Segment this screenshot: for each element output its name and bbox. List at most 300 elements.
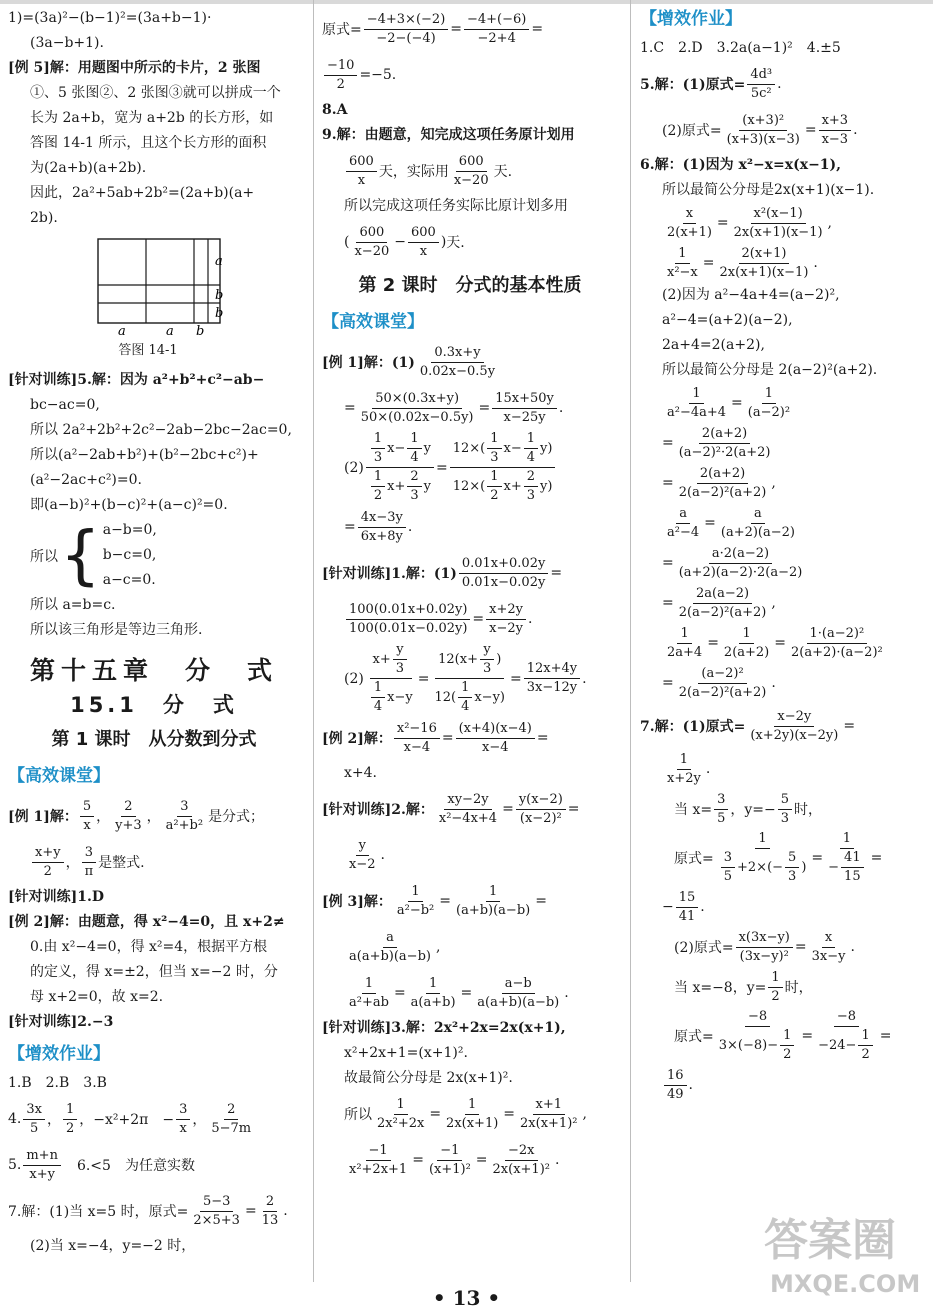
- fraction: [721, 850, 735, 885]
- equation-line: $\frac{y}{x-2}$ .: [322, 832, 618, 878]
- text-line: 所以 a=b=c.: [30, 597, 116, 613]
- text-line: 所以(a²−2ab+b²)+(b²−2bc+c²)+: [30, 447, 259, 463]
- fraction: [524, 469, 538, 504]
- text-line: 2a+4=2(a+2),: [662, 337, 765, 353]
- answer-9: 9.解：由题意，知完成这项任务原计划用: [322, 127, 575, 143]
- numerator: y: [393, 642, 406, 660]
- numerator: 3: [176, 1102, 190, 1120]
- training-3: [针对训练]3.解：2x²+2x=2x(x+1),: [322, 1020, 566, 1036]
- fraction: [778, 792, 792, 827]
- denominator: 5c²: [750, 85, 772, 101]
- example-1-cont: $\frac{x+y}{2}$ ， $\frac{3}{\pi}$ 是整式.: [8, 839, 300, 885]
- example-label: [例 1]解：(1): [322, 355, 415, 371]
- denominator: x−20: [453, 172, 489, 188]
- denominator: 2×5+3: [193, 1212, 240, 1228]
- equation: a−b=0,: [102, 522, 157, 538]
- denominator: 3: [788, 869, 797, 884]
- denominator: 5: [723, 869, 733, 884]
- fraction: [451, 154, 492, 189]
- top-rule: [0, 0, 933, 4]
- example-label: [例 1]解：: [8, 809, 78, 825]
- numerator: 1: [362, 976, 376, 994]
- fraction: [453, 884, 533, 919]
- denominator: x²−x: [667, 264, 698, 280]
- denominator: 3: [490, 450, 499, 465]
- text-line: x−: [387, 441, 406, 456]
- fraction: [524, 661, 580, 696]
- numerator: [366, 431, 434, 468]
- fraction: [393, 642, 407, 677]
- text-line: x−y: [387, 690, 413, 705]
- fraction: [524, 431, 538, 466]
- answer-4: 4. $\frac{3x}{5}$ ， $\frac{1}{2}$ ，−x²+2π − $\frac{3}{x}$ ， $\frac{2}{5-7m}$: [8, 1096, 300, 1142]
- denominator: 3x−12y: [526, 680, 578, 695]
- denominator: π: [84, 863, 94, 879]
- fraction: [436, 792, 500, 827]
- numerator: 12(x+ $\frac{y}{3}$ ): [435, 642, 504, 679]
- fraction: [858, 1028, 872, 1063]
- equation-line: [322, 52, 618, 98]
- fraction: [351, 225, 392, 260]
- text-line: (2): [344, 670, 364, 687]
- fraction: [486, 602, 526, 637]
- denominator: x²+2x+1: [349, 1161, 408, 1177]
- denominator: 2a+4: [667, 644, 703, 660]
- numerator: −1: [437, 1143, 462, 1161]
- numerator: 1: [762, 386, 776, 404]
- numerator: 1: [524, 431, 538, 449]
- denominator: a²−b²: [396, 902, 435, 918]
- equation-line: $\frac{a}{\text{a²−4}}$ = $\frac{a}{(a+2)(a-2)}$: [640, 503, 925, 543]
- equation-line: (2)原式= $\frac{\text{(x+3)²}}{(x+3)(x-3)}$ = $\frac{x+3}{x-3}$ .: [662, 112, 858, 147]
- text-line: 时，: [784, 980, 813, 996]
- equation: a−c=0.: [102, 572, 156, 588]
- fraction: [517, 1097, 580, 1132]
- denominator: x−2y: [489, 620, 523, 636]
- numerator: 1: [755, 831, 769, 849]
- denominator: 3: [482, 661, 492, 676]
- numerator: 1: [407, 431, 421, 449]
- answer-5: 5.解：(1)原式= $\frac{\text{4d³}}{\text{5c²}}$ .: [640, 66, 782, 101]
- text-line: 1)=(3a)²−(b−1)²=(3a+b−1)·: [8, 10, 212, 26]
- denominator: 100(0.01x−0.02y): [349, 620, 468, 636]
- label-b: b: [215, 306, 224, 321]
- fraction: [747, 709, 841, 744]
- numerator: −2x: [505, 1143, 538, 1161]
- fraction: [364, 12, 449, 47]
- denominator: 3: [373, 450, 383, 465]
- equals: =: [811, 850, 824, 866]
- denominator: 3: [780, 810, 790, 826]
- equation-line: = $\frac{4x-3y}{6x+8y}$ .: [344, 509, 413, 544]
- watermark-url: MXQE.COM: [770, 1270, 921, 1298]
- text-line: ①、5 张图②、2 张图③就可以拼成一个: [30, 85, 281, 101]
- denominator: 2(a−2)²(a+2): [678, 684, 767, 700]
- numerator: a: [383, 930, 397, 948]
- text-line: 故最简公分母是 2x(x+1)².: [344, 1070, 513, 1086]
- fraction: [417, 345, 498, 380]
- denominator: x: [357, 172, 366, 188]
- text-line: =−5.: [359, 67, 397, 83]
- fraction: [714, 792, 728, 827]
- text-line: x−: [503, 441, 522, 456]
- equation-line: [640, 967, 925, 1007]
- compound-fraction: [825, 831, 868, 885]
- text-line: 12×: [452, 479, 481, 494]
- fraction: [458, 680, 472, 715]
- answer-line: 1.C 2.D 3.2a(a−1)² 4.±5: [640, 40, 841, 56]
- denominator: −2+4: [477, 30, 516, 46]
- fraction: [346, 838, 379, 873]
- section-tag: 【增效作业】: [640, 9, 742, 29]
- equation-line: 原式= $\frac{-4+3\times(-2)}{-2-(-4)}$ = $\frac{-4+(-6)}{-2+4}$ =: [322, 11, 544, 46]
- denominator: 5−7m: [211, 1120, 252, 1136]
- numerator: 100(0.01x+0.02y): [346, 602, 470, 620]
- denominator: x: [83, 817, 91, 833]
- denominator: x²−4x+4: [438, 810, 498, 826]
- numerator: 600: [408, 225, 439, 243]
- text-line: 3×(−8)−: [718, 1038, 779, 1053]
- text-line: (a²−2ac+c²)=0.: [30, 472, 142, 488]
- numerator: x+2y: [486, 602, 526, 620]
- numerator: x+y: [32, 845, 64, 863]
- numerator: 1: [677, 626, 691, 644]
- text-line: 天，实际用: [378, 164, 449, 180]
- numerator: 2: [121, 799, 135, 817]
- numerator: 1: [408, 884, 422, 902]
- fraction: [358, 510, 406, 545]
- numerator: x(3x−y): [736, 930, 793, 948]
- numerator: a−b: [502, 976, 535, 994]
- text-line: 的定义，得 x=±2，但当 x=−2 时，分: [30, 964, 278, 980]
- denominator: x+y: [29, 1166, 55, 1182]
- fraction: [724, 113, 803, 148]
- denominator: 4: [526, 450, 536, 465]
- example-label: [例 3]解：: [322, 894, 392, 910]
- label-b: b: [196, 324, 205, 335]
- denominator: (a+2)(a−2)·2(a−2): [678, 564, 803, 580]
- text-line: .: [283, 1203, 288, 1219]
- text-line: 6.<5 为任意实数: [62, 1158, 195, 1174]
- numerator: 16: [664, 1068, 687, 1086]
- fraction: [492, 391, 557, 426]
- numerator: 5: [80, 799, 94, 817]
- numerator: 2: [224, 1102, 238, 1120]
- numerator: 2(a+2): [699, 426, 750, 444]
- text-line: 因此，2a²+5ab+2b²=(2a+b)(a+: [30, 185, 255, 201]
- numerator: a: [751, 506, 765, 524]
- lesson-title: 第 2 课时 分式的基本性质: [358, 275, 582, 296]
- text-line: bc−ac=0,: [30, 397, 100, 413]
- text-line: 时，: [794, 802, 823, 818]
- equation-line: = $\frac{50\times(0.3x+y)}{50\times(0.02x-0.5y)}$ = $\frac{15x+50y}{x-25y}$ .: [344, 390, 564, 425]
- equation-line: 原式= −8 3×(−8)− $\frac{1}{2}$ = −8 −24− $\frac{1}{2}$ =: [674, 1009, 892, 1062]
- denominator: 2x(x+1)²: [520, 1115, 578, 1131]
- fraction: [676, 426, 774, 461]
- denominator: 2(a+2): [723, 644, 770, 660]
- numerator: 12x+4y: [524, 661, 580, 679]
- text-line: 所以: [30, 548, 58, 565]
- fraction: [324, 58, 357, 93]
- denominator: y+3: [115, 817, 142, 833]
- denominator: 2x²+2x: [377, 1115, 425, 1131]
- column-left: [8, 6, 300, 1259]
- numerator: x−2y: [774, 709, 814, 727]
- text-line: 0.由 x²−4=0，得 x²=4，根据平方根: [30, 939, 268, 955]
- denominator: x: [419, 243, 428, 259]
- text-line: y: [540, 479, 548, 494]
- fraction: [176, 1102, 190, 1137]
- text-line: (3a−b+1).: [30, 35, 104, 51]
- numerator: x+1: [533, 1097, 566, 1115]
- numerator: 600: [456, 154, 487, 172]
- text-line: (2)原式=: [674, 940, 734, 956]
- denominator: (x−2)²: [519, 810, 562, 826]
- text-line: ，y=−: [730, 802, 776, 818]
- equation-line: $\frac{1}{\text{x²−x}}$ = $\frac{2(x+1)}{2x(x+1)(x-1)}$ .: [640, 243, 925, 283]
- denominator: 4: [373, 699, 383, 714]
- equation-line: (2) $\frac{1}{3}$ x− $\frac{1}{4}$ y $\frac{1}{2}$ x+ $\frac{2}{3}$ y = 12×( $\frac{1}{3}$ x− $\frac{1}{4}$ y) 12×( $\frac{1}{2}$ x+ $\frac{2}{3}$ y): [322, 431, 618, 504]
- fraction: [408, 225, 439, 260]
- numerator: 600: [356, 225, 387, 243]
- text-line: ，−x²+2π −: [79, 1112, 175, 1128]
- denominator: 12( $\frac{1}{4}$ x−y): [434, 680, 505, 714]
- text-line: 5.解：(1)原式=: [640, 77, 746, 93]
- fraction: [63, 1102, 77, 1137]
- numerator: 600: [346, 154, 377, 172]
- denominator: a²+ab: [349, 994, 389, 1010]
- fraction: [841, 850, 864, 885]
- text-line: 天.: [493, 164, 513, 180]
- numerator: y(x−2): [516, 792, 566, 810]
- example-5: [例 5]解：用题图中所示的卡片，2 张图: [8, 60, 261, 76]
- numerator: 5: [785, 850, 799, 868]
- column-middle: [322, 6, 618, 1183]
- numerator: x: [683, 206, 696, 224]
- text-line: 原式=: [322, 22, 362, 38]
- fraction: [676, 890, 699, 925]
- equation-line: $\frac{100(0.01x+0.02y)}{100(0.01x-0.02y)}$ = $\frac{x+2y}{x-2y}$ .: [322, 596, 618, 642]
- denominator: 2: [336, 76, 345, 92]
- text-line: y: [540, 441, 548, 456]
- numerator: 1·(a−2)²: [807, 626, 868, 644]
- text-line: ): [801, 860, 807, 875]
- fraction: [408, 976, 459, 1011]
- fraction: [664, 1068, 687, 1103]
- numerator: 1: [458, 680, 472, 698]
- figure-caption: 答图 14-1: [118, 343, 178, 358]
- numerator: x: [822, 930, 835, 948]
- text-line: 12: [434, 690, 451, 705]
- numerator: 2: [263, 1194, 277, 1212]
- denominator: a²−4a+4: [667, 404, 727, 420]
- compound-fraction: [431, 642, 508, 715]
- text-line: −24−: [818, 1038, 857, 1053]
- text-line: 即(a−b)²+(b−c)²+(a−c)²=0.: [30, 497, 228, 513]
- denominator: 2(x+1): [667, 224, 712, 240]
- numerator: 50×(0.3x+y): [372, 391, 462, 409]
- compound-fraction: [450, 431, 556, 504]
- denominator: a²+b²: [165, 817, 204, 833]
- numerator: x²(x−1): [751, 206, 806, 224]
- text-line: 答图 14-1 所示，且这个长方形的面积: [30, 135, 267, 151]
- denominator: a(a+b): [410, 994, 456, 1010]
- answer-7: 7.解：(1)原式= $\frac{x-2y}{(x+2y)(x-2y)}$ =: [640, 708, 856, 743]
- text-line: 是整式.: [98, 855, 145, 871]
- denominator: (x+3)(x−3): [726, 131, 800, 147]
- compound-fraction: [716, 831, 810, 885]
- numerator: −4+(−6): [464, 12, 529, 30]
- text-line: 12: [438, 652, 455, 667]
- text-line: 12×: [452, 441, 481, 456]
- fraction: [718, 506, 798, 541]
- numerator: 2a(a−2): [693, 586, 752, 604]
- fraction: [464, 12, 529, 47]
- numerator: 1: [371, 680, 385, 698]
- fraction: [487, 469, 501, 504]
- text-line: 所以: [344, 1107, 372, 1123]
- section-tag: 【增效作业】: [8, 1044, 110, 1064]
- denominator: 0.02x−0.5y: [419, 363, 496, 379]
- equation-line: (2) x+ $\frac{y}{3}$ $\frac{1}{4}$ x−y = 12(x+ $\frac{y}{3}$ ) 12( $\frac{1}{4}$ x−y) = $\frac{12x+4y}{3x-12y}$ .: [344, 642, 587, 714]
- compound-fraction: [366, 642, 416, 715]
- equals: =: [801, 1028, 814, 1044]
- denominator: x: [179, 1120, 187, 1136]
- text-line: 所以最简公分母是 2(a−2)²(a+2).: [662, 362, 878, 378]
- numerator: −8: [745, 1009, 770, 1027]
- equation-line: [322, 148, 618, 194]
- rectangle-diagram: [68, 235, 228, 335]
- fraction: [768, 970, 782, 1005]
- denominator: 2x(x+1)(x−1): [733, 224, 823, 240]
- text-line: x²+2x+1=(x+1)².: [344, 1045, 468, 1061]
- fraction: [676, 586, 770, 621]
- text-line: x+4.: [344, 765, 377, 781]
- numerator: x²−16: [394, 721, 440, 739]
- denominator: 2(a−2)²(a+2): [678, 484, 767, 500]
- numerator: 4x−3y: [358, 510, 406, 528]
- numerator: (a−2)²: [698, 666, 746, 684]
- label-a: a: [166, 324, 174, 335]
- fraction: [664, 246, 701, 281]
- denominator: (a−2)²: [747, 404, 791, 420]
- fraction: [346, 1143, 410, 1178]
- denominator: (a+b)(a−b): [456, 902, 531, 918]
- numerator: 2: [407, 469, 421, 487]
- equation-line: (2)原式= $\frac{x(3x-y)}{\text{(3x−y)²}}$ = $\frac{x}{3x-y}$ .: [674, 929, 855, 964]
- numerator: 4d³: [747, 67, 775, 85]
- denominator: 2(a+2)·(a−2)²: [791, 644, 883, 660]
- fraction: [190, 1194, 243, 1229]
- denominator: 3: [395, 661, 405, 676]
- fraction: [676, 466, 770, 501]
- example-label: [针对训练]1.解：(1): [322, 566, 457, 582]
- training-5: [针对训练]5.解：因为 a²+b²+c²−ab−: [8, 372, 265, 388]
- denominator: 2x(x+1)(x−1): [719, 264, 809, 280]
- numerator: 1: [739, 626, 753, 644]
- numerator: 1: [768, 970, 782, 988]
- answer-7: [8, 1188, 300, 1234]
- section-tag: 【高效课堂】: [8, 766, 110, 786]
- denominator: 49: [667, 1086, 684, 1102]
- training-2: [针对训练]2.解： $\frac{xy-2y}{\text{x²−4x+4}}$ = $\frac{y(x-2)}{\text{(x−2)²}}$ =: [322, 791, 580, 826]
- denominator: x−4: [481, 739, 509, 755]
- text-line: y: [423, 441, 431, 456]
- example-2: [例 2]解： $\frac{\text{x²−16}}{x-4}$ = $\frac{(x+4)(x-4)}{x-4}$ =: [322, 720, 549, 755]
- equation-system: [8, 518, 300, 593]
- fraction: [394, 721, 440, 756]
- fraction: [474, 976, 562, 1011]
- column-divider: [313, 0, 314, 1282]
- answer-8: 8.A: [322, 102, 348, 118]
- equation-line: $\frac{1}{\text{a²+ab}}$ = $\frac{1}{a(a+b)}$ = $\frac{a-b}{a(a+b)(a-b)}$ .: [322, 970, 618, 1016]
- numerator: y: [480, 642, 493, 660]
- fraction: [676, 666, 770, 701]
- equation: b−c=0,: [102, 547, 157, 563]
- numerator: 1: [675, 246, 689, 264]
- numerator: 1: [394, 1097, 408, 1115]
- denominator: 5: [717, 810, 726, 826]
- numerator: 1: [487, 469, 501, 487]
- equation-line: [640, 789, 925, 829]
- watermark-text: 答案圈: [764, 1215, 896, 1266]
- numerator: −8: [834, 1009, 859, 1027]
- fraction: [163, 799, 206, 834]
- denominator: (x+2y)(x−2y): [750, 727, 839, 743]
- fraction: [664, 626, 705, 661]
- numerator: 3: [714, 792, 728, 810]
- fraction: [788, 626, 886, 661]
- fraction: [371, 680, 385, 715]
- numerator: 1: [780, 1028, 794, 1046]
- fraction: [664, 206, 715, 241]
- numerator: 1: [840, 831, 854, 849]
- compound-fraction: [716, 1009, 800, 1063]
- numerator: 3: [721, 850, 735, 868]
- fraction: [717, 246, 812, 281]
- equation-line: $\frac{1}{x+2y}$ .: [640, 749, 925, 789]
- text-line: 所以完成这项任务实际比原计划多用: [344, 198, 568, 214]
- fraction: [490, 1143, 553, 1178]
- numerator: m+n: [23, 1148, 61, 1166]
- denominator: 2: [771, 988, 780, 1004]
- fraction: [480, 642, 494, 677]
- numerator: −4+3×(−2): [364, 12, 449, 30]
- denominator: 4: [461, 699, 470, 714]
- training-1: [针对训练]1.D: [8, 889, 105, 905]
- denominator: x−20: [354, 243, 390, 259]
- text-line: −: [662, 899, 674, 915]
- watermark-logo: [760, 1200, 930, 1305]
- equation-line: $\frac{a}{a(a+b)(a-b)}$ ,: [322, 924, 618, 970]
- fraction: [809, 930, 849, 965]
- fraction: [516, 792, 566, 827]
- denominator: 2: [861, 1047, 870, 1062]
- fraction: [747, 67, 775, 102]
- denominator: (x+1)²: [428, 1161, 471, 1177]
- label-b: b: [215, 288, 224, 303]
- numerator: 0.01x+0.02y: [459, 556, 548, 574]
- fraction: [736, 930, 793, 965]
- fraction: [82, 845, 97, 880]
- denominator: [366, 468, 434, 504]
- denominator: −2−(−4): [376, 30, 436, 46]
- equation-line: $\frac{x}{2(x+1)}$ = $\frac{\text{x²(x−1)}}{2x(x+1)(x-1)}$ ,: [640, 203, 925, 243]
- fraction: [371, 469, 385, 504]
- lesson-title: 第 1 课时 从分数到分式: [51, 729, 257, 750]
- fraction: [208, 1102, 254, 1137]
- denominator: 4: [410, 450, 419, 465]
